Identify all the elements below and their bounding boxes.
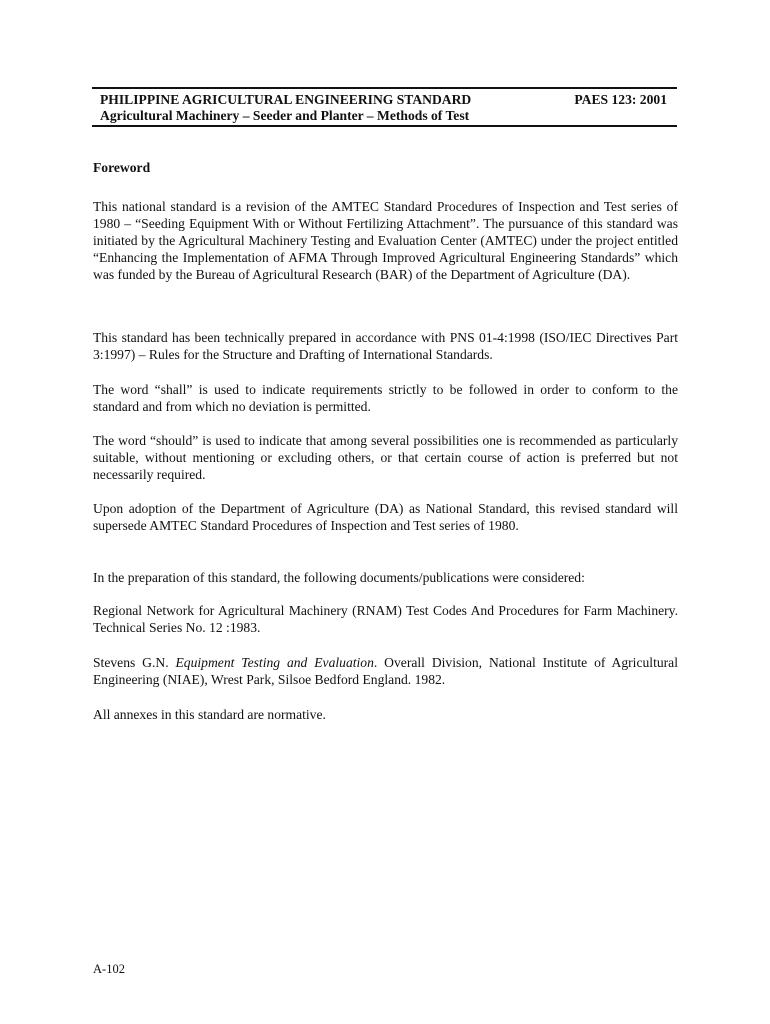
reference-stevens [93,654,678,688]
paragraph-references-intro: In the preparation of this standard, the following documents/publications were considered: [93,570,585,585]
paragraph-adoption: Upon adoption of the Department of Agriculture (DA) as National Standard, this revised standard will supersede AMTEC Standard Procedures of Inspection and Test series of 1980. [93,501,678,533]
standard-code: PAES 123: 2001 [574,92,667,107]
paragraph-annexes: All annexes in this standard are normative. [93,707,326,722]
section-title: Foreword [93,160,151,175]
reference-details: . Overall Division, National Institute of Agricultural Engineering (NIAE), Wrest Park, Silsoe Bedford England. 1982. [93,655,678,687]
standard-header [92,87,677,127]
reference-title: Equipment Testing and Evaluation [175,655,374,670]
standard-title: PHILIPPINE AGRICULTURAL ENGINEERING STANDARD [100,92,472,107]
standard-subtitle: Agricultural Machinery – Seeder and Planter – Methods of Test [100,108,470,123]
paragraph-prepared: This standard has been technically prepared in accordance with PNS 01-4:1998 (ISO/IEC Directives Part 3:1997) – Rules for the Structure and Drafting of International Standards. [93,330,678,362]
paragraph-revision: This national standard is a revision of the AMTEC Standard Procedures of Inspection and Test series of 1980 – “Seeding Equipment With or Without Fertilizing Attachment”. The pursuance of this standard was initiated by the Agricultural Machinery Testing and Evaluation Center (AMTEC) under the project entitled “Enhancing the Implementation of AFMA Through Improved Agricultural Engineering Standards” which was funded by the Bureau of Agricultural Research (BAR) of the Department of Agriculture (DA). [93,199,678,282]
reference-author: Stevens G.N. [93,655,169,670]
page-number: A-102 [93,962,125,976]
paragraph-shall: The word “shall” is used to indicate requirements strictly to be followed in order to conform to the standard and from which no deviation is permitted. [93,382,678,414]
reference-rnam: Regional Network for Agricultural Machinery (RNAM) Test Codes And Procedures for Farm Machinery. Technical Series No. 12 :1983. [93,603,678,635]
paragraph-should: The word “should” is used to indicate that among several possibilities one is recommended as particularly suitable, without mentioning or excluding others, or that certain course of action is preferred but not necessarily required. [93,433,678,482]
